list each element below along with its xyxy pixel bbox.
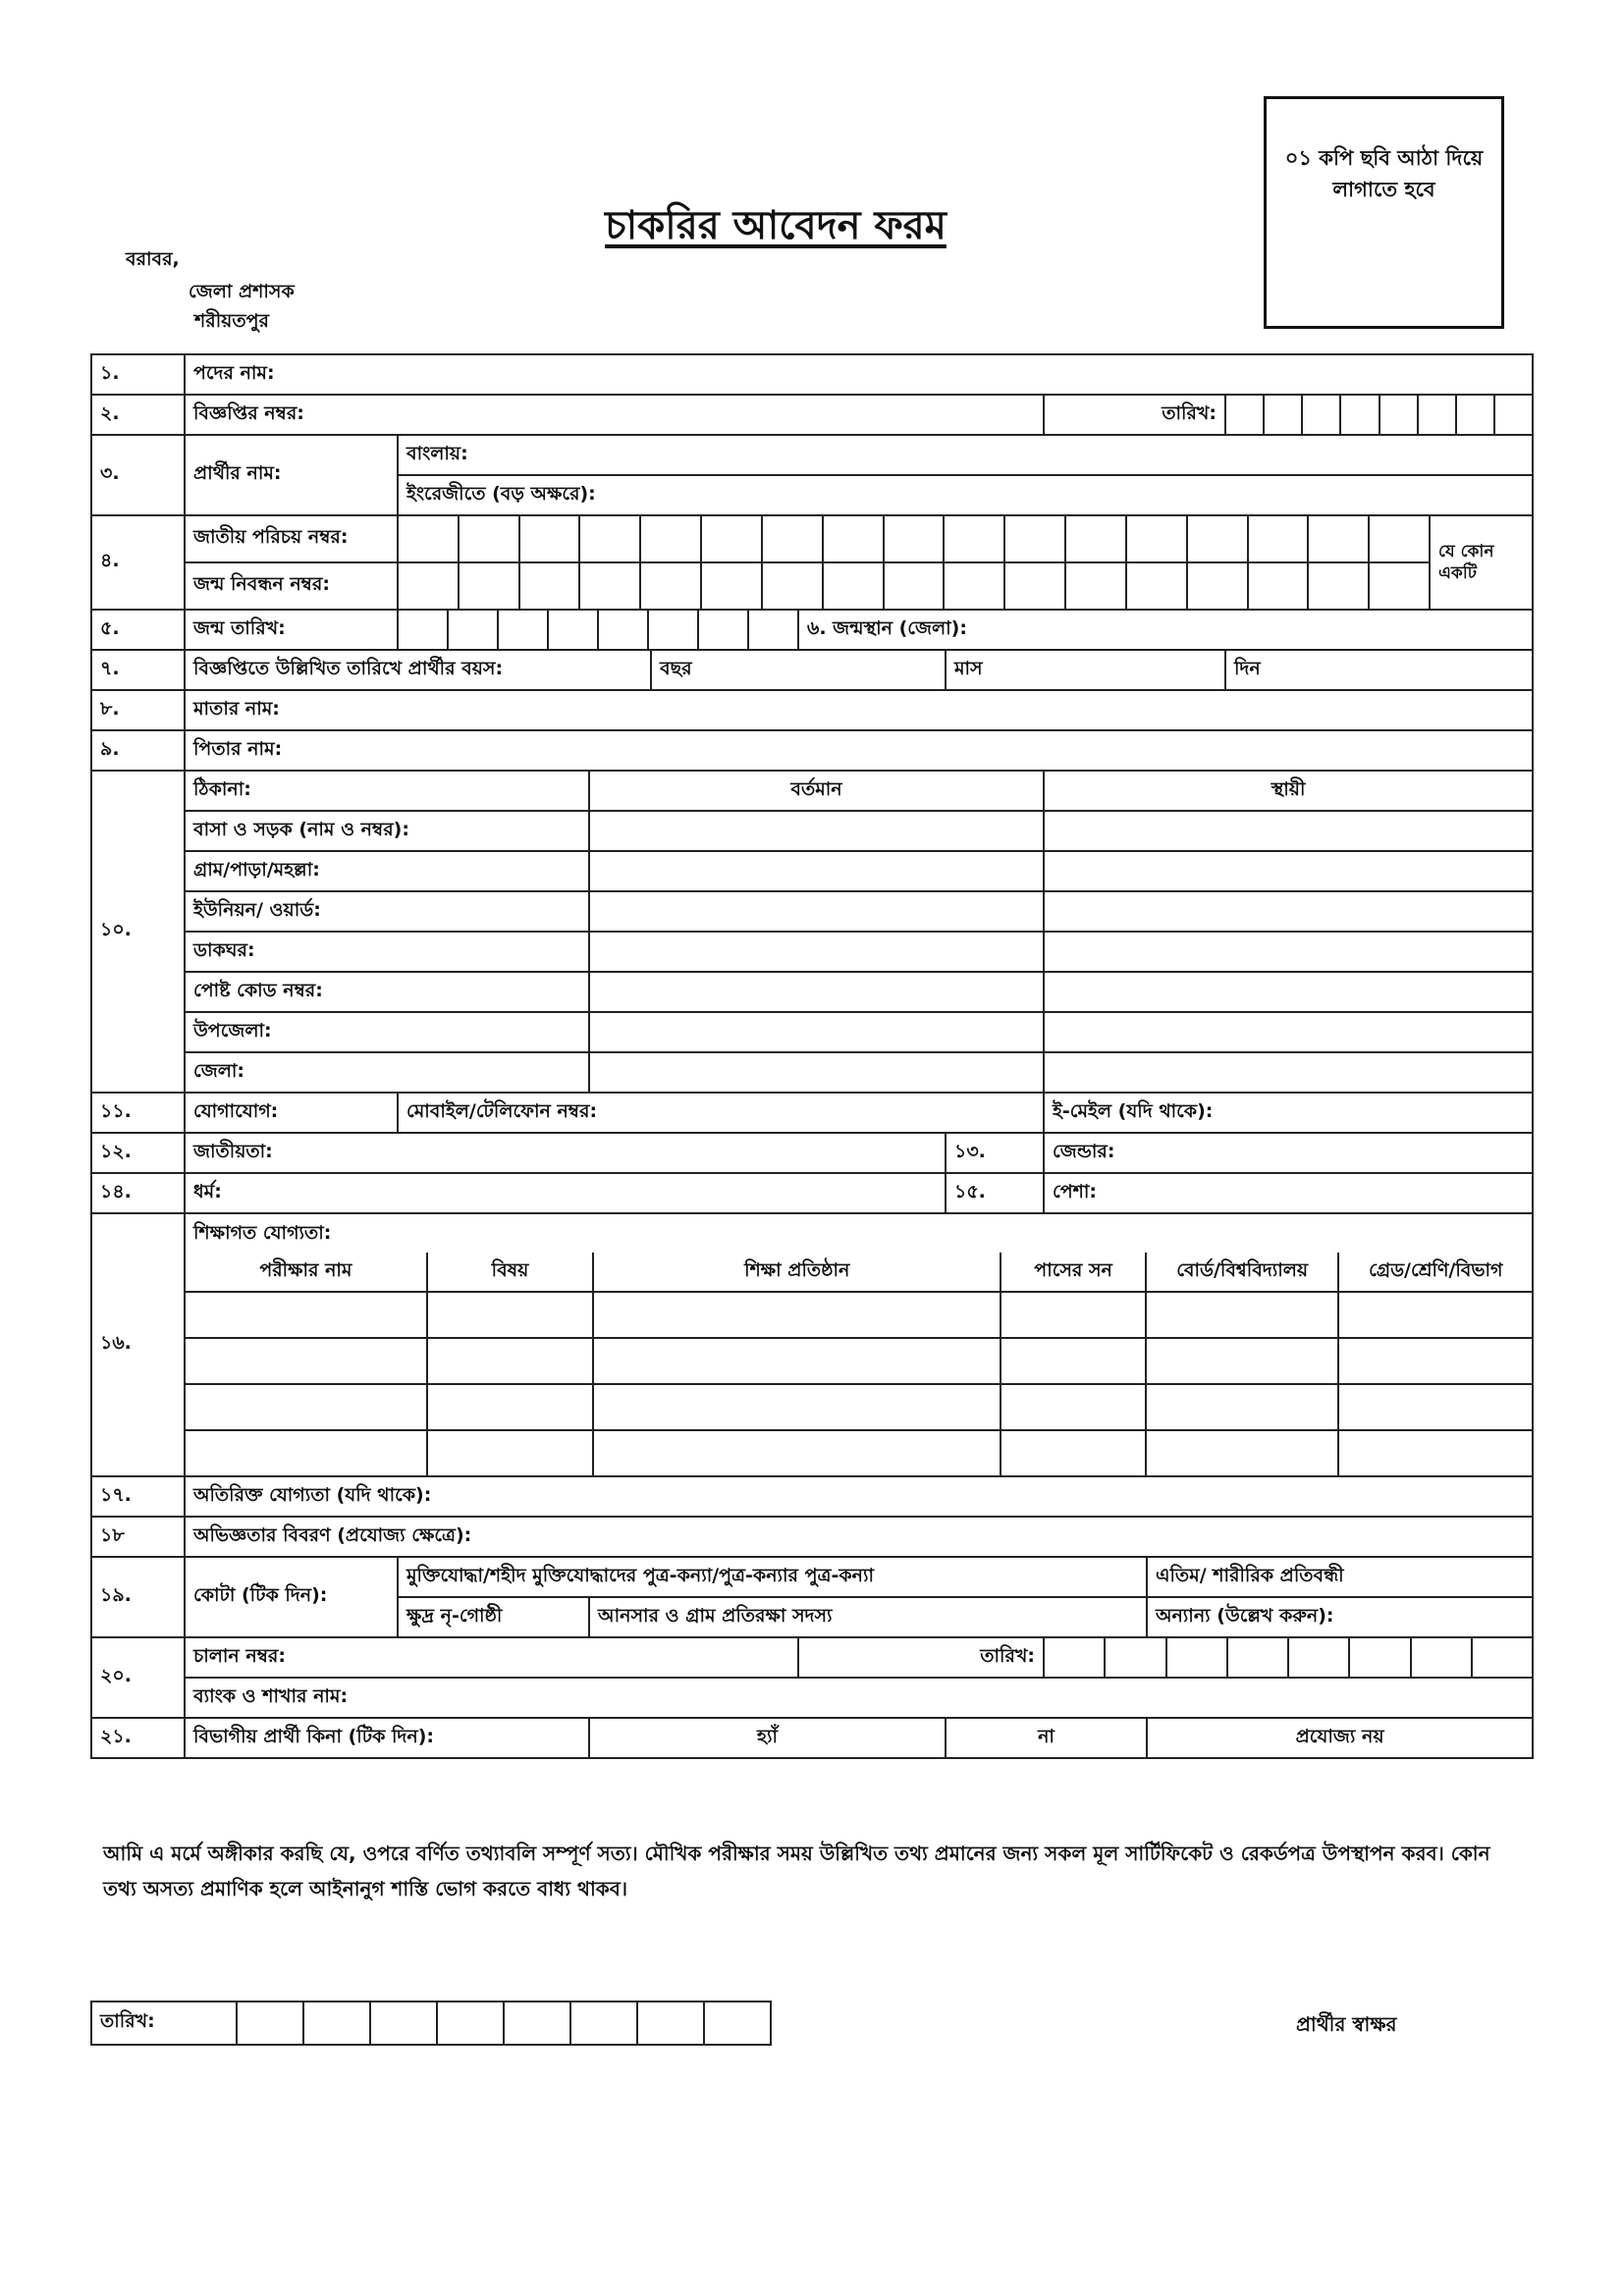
education-section (185, 1213, 1533, 1476)
education-cell[interactable] (1001, 1430, 1145, 1475)
permanent-address-input[interactable] (1044, 932, 1533, 972)
row-number: ১৬. (91, 1213, 185, 1476)
row-father-name (91, 730, 1533, 771)
footer-date-box[interactable] (704, 2002, 771, 2045)
permanent-address-input[interactable] (1044, 811, 1533, 851)
row-departmental (91, 1718, 1533, 1758)
footer-date-box[interactable] (504, 2002, 570, 2045)
education-row (186, 1338, 1532, 1384)
education-cell[interactable] (427, 1384, 593, 1430)
challan-date-boxes[interactable] (1044, 1637, 1533, 1678)
departmental-no[interactable]: না (946, 1718, 1147, 1758)
row-bank (91, 1678, 1533, 1718)
education-cell[interactable] (593, 1384, 1001, 1430)
row-number: ৭. (91, 650, 185, 690)
education-header: গ্রেড/শ্রেণি/বিভাগ (1338, 1253, 1532, 1292)
row-challan (91, 1637, 1533, 1678)
addressee-to: বরাবর, (126, 248, 180, 270)
email-field[interactable]: ই-মেইল (যদি থাকে): (1044, 1093, 1533, 1133)
education-header: বিষয় (427, 1253, 593, 1292)
row-number: ১. (91, 354, 185, 395)
applicant-name-label: প্রার্থীর নাম: (185, 435, 398, 515)
address-field-label: জেলা: (185, 1052, 589, 1093)
education-cell[interactable] (427, 1292, 593, 1338)
circular-number-field[interactable]: বিজ্ঞপ্তির নম্বর: (185, 395, 1044, 435)
present-address-input[interactable] (589, 811, 1044, 851)
addressee-location: শরীয়তপুর (194, 310, 269, 332)
address-row (91, 891, 1533, 932)
age-day-field[interactable]: দিন (1225, 650, 1533, 690)
challan-number-field[interactable]: চালান নম্বর: (185, 1637, 798, 1678)
footer-date-box[interactable] (303, 2002, 370, 2045)
row-number: ১৮ (91, 1517, 185, 1557)
row-birth-registration (91, 562, 1533, 610)
photo-note: ০১ কপি ছবি আঠা দিয়ে লাগাতে হবে (1284, 146, 1484, 201)
address-row (91, 1052, 1533, 1093)
contact-label: যোগাযোগ: (185, 1093, 398, 1133)
quota-orphan-disabled[interactable]: এতিম/ শারীরিক প্রতিবন্ধী (1147, 1557, 1533, 1597)
footer-date-label: তারিখ: (91, 2002, 237, 2045)
post-name-field[interactable]: পদের নাম: (185, 354, 1533, 395)
row-number: ১০. (91, 771, 185, 1093)
quota-freedom-fighter[interactable]: মুক্তিযোদ্ধা/শহীদ মুক্তিযোদ্ধাদের পুত্র-কন্যা/পুত্র-কন্যার পুত্র-কন্যা (398, 1557, 1147, 1597)
permanent-address-header: স্থায়ী (1044, 771, 1533, 811)
age-year-field[interactable]: বছর (651, 650, 946, 690)
applicant-signature-label: প্রার্থীর স্বাক্ষর (1296, 2012, 1397, 2036)
education-cell[interactable] (1338, 1430, 1532, 1475)
address-row (91, 1012, 1533, 1052)
row-age (91, 650, 1533, 690)
permanent-address-input[interactable] (1044, 851, 1533, 891)
circular-date-label: তারিখ: (1044, 395, 1225, 435)
nid-note: যে কোন একটি (1430, 515, 1533, 610)
row-birth-date (91, 610, 1533, 650)
education-cell[interactable] (186, 1430, 427, 1475)
quota-others[interactable]: অন্যান্য (উল্লেখ করুন): (1147, 1597, 1533, 1637)
row-applicant-name-bangla (91, 435, 1533, 475)
photo-box (1264, 96, 1504, 329)
education-cell[interactable] (186, 1338, 427, 1384)
birth-date-label: জন্ম তারিখ: (185, 610, 398, 650)
footer-date-box[interactable] (437, 2002, 504, 2045)
addressee-designation: জেলা প্রশাসক (189, 281, 295, 302)
row-post-name (91, 354, 1533, 395)
name-english-field[interactable]: ইংরেজীতে (বড় অক্ষরে): (398, 475, 1533, 515)
row-circular (91, 395, 1533, 435)
address-field-label: ডাকঘর: (185, 932, 589, 972)
birth-reg-label: জন্ম নিবন্ধন নম্বর: (185, 562, 398, 610)
application-form-table (90, 353, 1534, 1759)
row-number: ১২. (91, 1133, 185, 1173)
father-name-field[interactable]: পিতার নাম: (185, 730, 1533, 771)
permanent-address-input[interactable] (1044, 1012, 1533, 1052)
row-number: ৫. (91, 610, 185, 650)
education-cell[interactable] (593, 1430, 1001, 1475)
row-number: ৯. (91, 730, 185, 771)
challan-date-label: তারিখ: (798, 1637, 1044, 1678)
departmental-label: বিভাগীয় প্রার্থী কিনা (টিক দিন): (185, 1718, 589, 1758)
education-header: পরীক্ষার নাম (186, 1253, 427, 1292)
row-number: ১৯. (91, 1557, 185, 1637)
address-row (91, 811, 1533, 851)
row-number: ৪. (91, 515, 185, 610)
address-field-label: উপজেলা: (185, 1012, 589, 1052)
address-row (91, 932, 1533, 972)
declaration-text: আমি এ মর্মে অঙ্গীকার করছি যে, ওপরে বর্ণিত তথ্যাবলি সম্পূর্ণ সত্য। মৌখিক পরীক্ষার সময় উল্লিখিত তথ্য প্রমানের জন্য সকল মূল সার্টিফিকেট ও রেকর্ডপত্র উপস্থাপন করব। কোন তথ্য অসত্য প্রমাণিক হলে আইনানুগ শাস্তি ভোগ করতে বাধ্য থাকব। (103, 1842, 1490, 1900)
education-cell[interactable] (1001, 1338, 1145, 1384)
row-number: ২১. (91, 1718, 185, 1758)
education-cell[interactable] (1338, 1384, 1532, 1430)
education-cell[interactable] (427, 1338, 593, 1384)
experience-field[interactable]: অভিজ্ঞতার বিবরণ (প্রযোজ্য ক্ষেত্রে): (185, 1517, 1533, 1557)
address-field-label: গ্রাম/পাড়া/মহল্লা: (185, 851, 589, 891)
row-number: ৮. (91, 690, 185, 730)
education-cell[interactable] (1146, 1338, 1339, 1384)
present-address-input[interactable] (589, 891, 1044, 932)
education-cell[interactable] (593, 1292, 1001, 1338)
mother-name-field[interactable]: মাতার নাম: (185, 690, 1533, 730)
quota-ansar[interactable]: আনসার ও গ্রাম প্রতিরক্ষা সদস্য (589, 1597, 1147, 1637)
row-number: ১৫. (946, 1173, 1044, 1213)
permanent-address-input[interactable] (1044, 972, 1533, 1012)
education-header: পাসের সন (1001, 1253, 1145, 1292)
birth-date-boxes[interactable] (398, 610, 798, 650)
row-number: ১১. (91, 1093, 185, 1133)
row-number: ২০. (91, 1637, 185, 1718)
name-bangla-field[interactable]: বাংলায়: (398, 435, 1533, 475)
row-number: ১৩. (946, 1133, 1044, 1173)
address-field-label: ইউনিয়ন/ ওয়ার্ড: (185, 891, 589, 932)
row-extra-qualification (91, 1476, 1533, 1517)
education-cell[interactable] (593, 1338, 1001, 1384)
departmental-yes[interactable]: হ্যাঁ (589, 1718, 946, 1758)
address-row (91, 851, 1533, 891)
circular-date-boxes[interactable] (1225, 395, 1533, 435)
education-cell[interactable] (186, 1384, 427, 1430)
row-number: ৩. (91, 435, 185, 515)
footer-date-box[interactable] (370, 2002, 437, 2045)
form-title: চাকরির আবেদন ফরম (605, 203, 947, 248)
education-table (186, 1253, 1532, 1475)
present-address-input[interactable] (589, 1012, 1044, 1052)
permanent-address-input[interactable] (1044, 1052, 1533, 1093)
education-row (186, 1430, 1532, 1475)
permanent-address-input[interactable] (1044, 891, 1533, 932)
address-field-label: পোষ্ট কোড নম্বর: (185, 972, 589, 1012)
education-row (186, 1384, 1532, 1430)
education-header: বোর্ড/বিশ্ববিদ্যালয় (1146, 1253, 1339, 1292)
quota-ethnic[interactable]: ক্ষুদ্র নৃ-গোষ্ঠী (398, 1597, 589, 1637)
address-field-label: বাসা ও সড়ক (নাম ও নম্বর): (185, 811, 589, 851)
bank-branch-field[interactable]: ব্যাংক ও শাখার নাম: (185, 1678, 1533, 1718)
present-address-input[interactable] (589, 932, 1044, 972)
present-address-input[interactable] (589, 1052, 1044, 1093)
education-cell[interactable] (1001, 1384, 1145, 1430)
address-label: ঠিকানা: (185, 771, 589, 811)
footer-date-box[interactable] (637, 2002, 704, 2045)
row-number: ১৭. (91, 1476, 185, 1517)
departmental-not-applicable[interactable]: প্রযোজ্য নয় (1147, 1718, 1533, 1758)
education-header: শিক্ষা প্রতিষ্ঠান (593, 1253, 1001, 1292)
age-label: বিজ্ঞপ্তিতে উল্লিখিত তারিখে প্রার্থীর বয়স: (185, 650, 651, 690)
quota-label: কোটা (টিক দিন): (185, 1557, 398, 1637)
row-quota (91, 1557, 1533, 1597)
row-experience (91, 1517, 1533, 1557)
footer-date-box[interactable] (570, 2002, 637, 2045)
education-header-row (186, 1253, 1532, 1292)
row-number: ১৪. (91, 1173, 185, 1213)
nationality-field[interactable]: জাতীয়তা: (185, 1133, 946, 1173)
address-row (91, 972, 1533, 1012)
row-number: ২. (91, 395, 185, 435)
education-cell[interactable] (1146, 1430, 1339, 1475)
nid-label: জাতীয় পরিচয় নম্বর: (185, 515, 398, 562)
birthplace-field[interactable]: ৬. জন্মস্থান (জেলা): (798, 610, 1533, 650)
row-mother-name (91, 690, 1533, 730)
age-month-field[interactable]: মাস (946, 650, 1225, 690)
birth-reg-boxes[interactable] (398, 562, 1430, 610)
education-row (186, 1292, 1532, 1338)
extra-qualification-field[interactable]: অতিরিক্ত যোগ্যতা (যদি থাকে): (185, 1476, 1533, 1517)
education-cell[interactable] (1338, 1292, 1532, 1338)
education-cell[interactable] (1146, 1292, 1339, 1338)
present-address-header: বর্তমান (589, 771, 1044, 811)
education-label: শিক্ষাগত যোগ্যতা: (193, 1222, 332, 1244)
present-address-input[interactable] (589, 972, 1044, 1012)
education-cell[interactable] (427, 1430, 593, 1475)
nid-boxes[interactable] (398, 515, 1430, 562)
row-nationality (91, 1133, 1533, 1173)
row-nid (91, 515, 1533, 562)
gender-field[interactable]: জেন্ডার: (1044, 1133, 1533, 1173)
education-cell[interactable] (1338, 1338, 1532, 1384)
row-religion (91, 1173, 1533, 1213)
education-cell[interactable] (1146, 1384, 1339, 1430)
row-education (91, 1213, 1533, 1476)
row-address-header (91, 771, 1533, 811)
present-address-input[interactable] (589, 851, 1044, 891)
row-contact (91, 1093, 1533, 1133)
footer-date-table (90, 2001, 772, 2046)
footer-date-box[interactable] (237, 2002, 303, 2045)
education-cell[interactable] (186, 1292, 427, 1338)
education-cell[interactable] (1001, 1292, 1145, 1338)
occupation-field[interactable]: পেশা: (1044, 1173, 1533, 1213)
religion-field[interactable]: ধর্ম: (185, 1173, 946, 1213)
mobile-field[interactable]: মোবাইল/টেলিফোন নম্বর: (398, 1093, 1044, 1133)
